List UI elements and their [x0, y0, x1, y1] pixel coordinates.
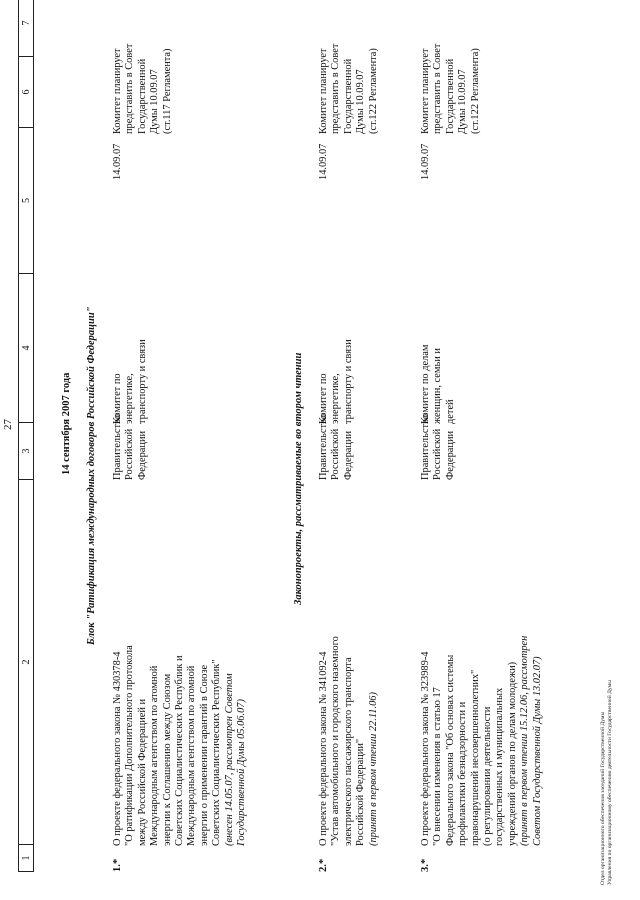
bill-title-line: "Устав автомобильного и городского наземного [330, 636, 342, 846]
footer-line: Управления по организационному обеспечению деятельности Государственной Думы [607, 680, 613, 885]
status-line: Комитет планирует [318, 48, 329, 134]
column-header-5: 5 [19, 128, 33, 274]
status-line: (ст.122 Регламента) [469, 48, 481, 134]
page-number: 27 [2, 419, 14, 430]
committee-line: энергетике, [124, 373, 136, 424]
bill-note-line: Советом Государственной Думы 13.02.07) [531, 656, 543, 846]
status-line: представить в Совет [124, 43, 136, 134]
bill-title-line: Советских Социалистических Республик и [174, 655, 186, 846]
status-line: представить в Совет [432, 43, 444, 134]
bill-title-line: электрического пассажирского транспорта [342, 657, 354, 846]
bill-title-line: О проекте федерального закона № 323989-4 [420, 651, 431, 846]
column-header-3: 3 [19, 423, 33, 480]
session-date: 14.09.07 [318, 143, 329, 180]
bill-note-line: (внесен 14.05.07, рассмотрен Советом [223, 673, 235, 846]
status-line: (ст.122 Регламента) [367, 48, 379, 134]
block-title: Блок "Ратификация международных договоров Российской Федерации" [86, 306, 97, 645]
bill-title [318, 636, 380, 846]
committee [318, 339, 355, 424]
committee-line: транспорту и связи [136, 339, 148, 424]
column-header-1: 1 [19, 845, 33, 872]
bill-note-line: Государственной Думы 05.06.07) [236, 699, 248, 846]
bill-title-line: Советских Социалистических Республик" [211, 659, 223, 846]
bill-title-line: Международным агентством по атомной [149, 665, 161, 846]
section-title: Законопроекты, рассматриваемые во втором чтении [293, 352, 304, 605]
column-header-row [18, 0, 34, 872]
committee-line: женщин, семьи и [432, 348, 444, 424]
initiator-line: Российской [124, 428, 136, 480]
bill-title [112, 645, 248, 846]
row-number: 2.* [318, 858, 329, 872]
status-note [420, 44, 482, 134]
committee-line: Комитет по [318, 373, 329, 424]
status-line: (ст.117 Регламента) [161, 48, 173, 134]
bill-title-line: (о регулировании деятельности [482, 706, 494, 846]
session-date: 14.09.07 [420, 143, 431, 180]
footer [600, 680, 614, 885]
committee-line: Комитет по [112, 373, 123, 424]
status-note [318, 44, 380, 134]
bill-title-line: учреждений органов по делам молодежи) [506, 661, 518, 846]
status-line: Думы 10.09.07 [355, 69, 367, 134]
initiator-line: Федерации [136, 430, 148, 480]
committee-line: транспорту и связи [342, 339, 354, 424]
status-line: Думы 10.09.07 [457, 69, 469, 134]
committee [112, 339, 149, 424]
bill-title-line: "О внесении изменения в статью 17 [432, 687, 444, 846]
initiator-line: Правительство [420, 413, 431, 480]
status-line: Думы 10.09.07 [149, 69, 161, 134]
bill-title-line: Международным агентством по атомной [186, 665, 198, 846]
initiator-line: Федерации [342, 430, 354, 480]
column-header-7: 7 [19, 0, 33, 57]
bill-title-line: энергии к Соглашению между Союзом [161, 673, 173, 846]
column-header-4: 4 [19, 274, 33, 423]
date-heading: 14 сентября 2007 года [61, 372, 72, 475]
initiator-line: Российской [432, 428, 444, 480]
bill-title-line: "О ратификации Дополнительного протокола [124, 645, 136, 846]
bill-title-line: профилактики безнадзорности и [457, 701, 469, 846]
initiator-line: Правительство [318, 413, 329, 480]
status-line: Государственной [136, 58, 148, 134]
bill-note-line: (принят в первом чтении 15.12.06, рассмотрен [519, 635, 531, 846]
footer-line: Отдел организационного обеспечения заседаний Государственной Думы [600, 711, 606, 885]
bill-title-line: Российской Федерации" [355, 738, 367, 846]
committee-line: детей [444, 399, 456, 424]
initiator-line: Российской [330, 428, 342, 480]
bill-title-line: правонарушений несовершеннолетних" [469, 669, 481, 846]
bill-title-line: Федерального закона "Об основах системы [444, 654, 456, 846]
bill-title [420, 636, 544, 846]
status-line: Государственной [342, 58, 354, 134]
initiator-line: Правительство [112, 413, 123, 480]
bill-title-line: государственных и муниципальных [494, 687, 506, 846]
status-note [112, 44, 174, 134]
row-number: 3.* [420, 858, 431, 872]
bill-title-line: между Российской Федерацией и [136, 698, 148, 846]
bill-note-line: (принят в первом чтении 22.11.06) [367, 692, 379, 846]
session-date: 14.09.07 [112, 143, 123, 180]
initiator-line: Федерации [444, 430, 456, 480]
committee-line: Комитет по делам [420, 344, 431, 424]
column-header-6: 6 [19, 57, 33, 128]
column-header-2: 2 [19, 480, 33, 845]
bill-title-line: О проекте федерального закона № 341092-4 [318, 651, 329, 846]
committee-line: энергетике, [330, 373, 342, 424]
status-line: Государственной [444, 58, 456, 134]
committee [420, 345, 457, 424]
bill-title-line: энергии о применении гарантий в Союзе [198, 664, 210, 846]
row-number: 1.* [112, 858, 123, 872]
status-line: представить в Совет [330, 43, 342, 134]
bill-title-line: О проекте федерального закона № 430378-4 [112, 651, 123, 846]
status-line: Комитет планирует [420, 48, 431, 134]
status-line: Комитет планирует [112, 48, 123, 134]
